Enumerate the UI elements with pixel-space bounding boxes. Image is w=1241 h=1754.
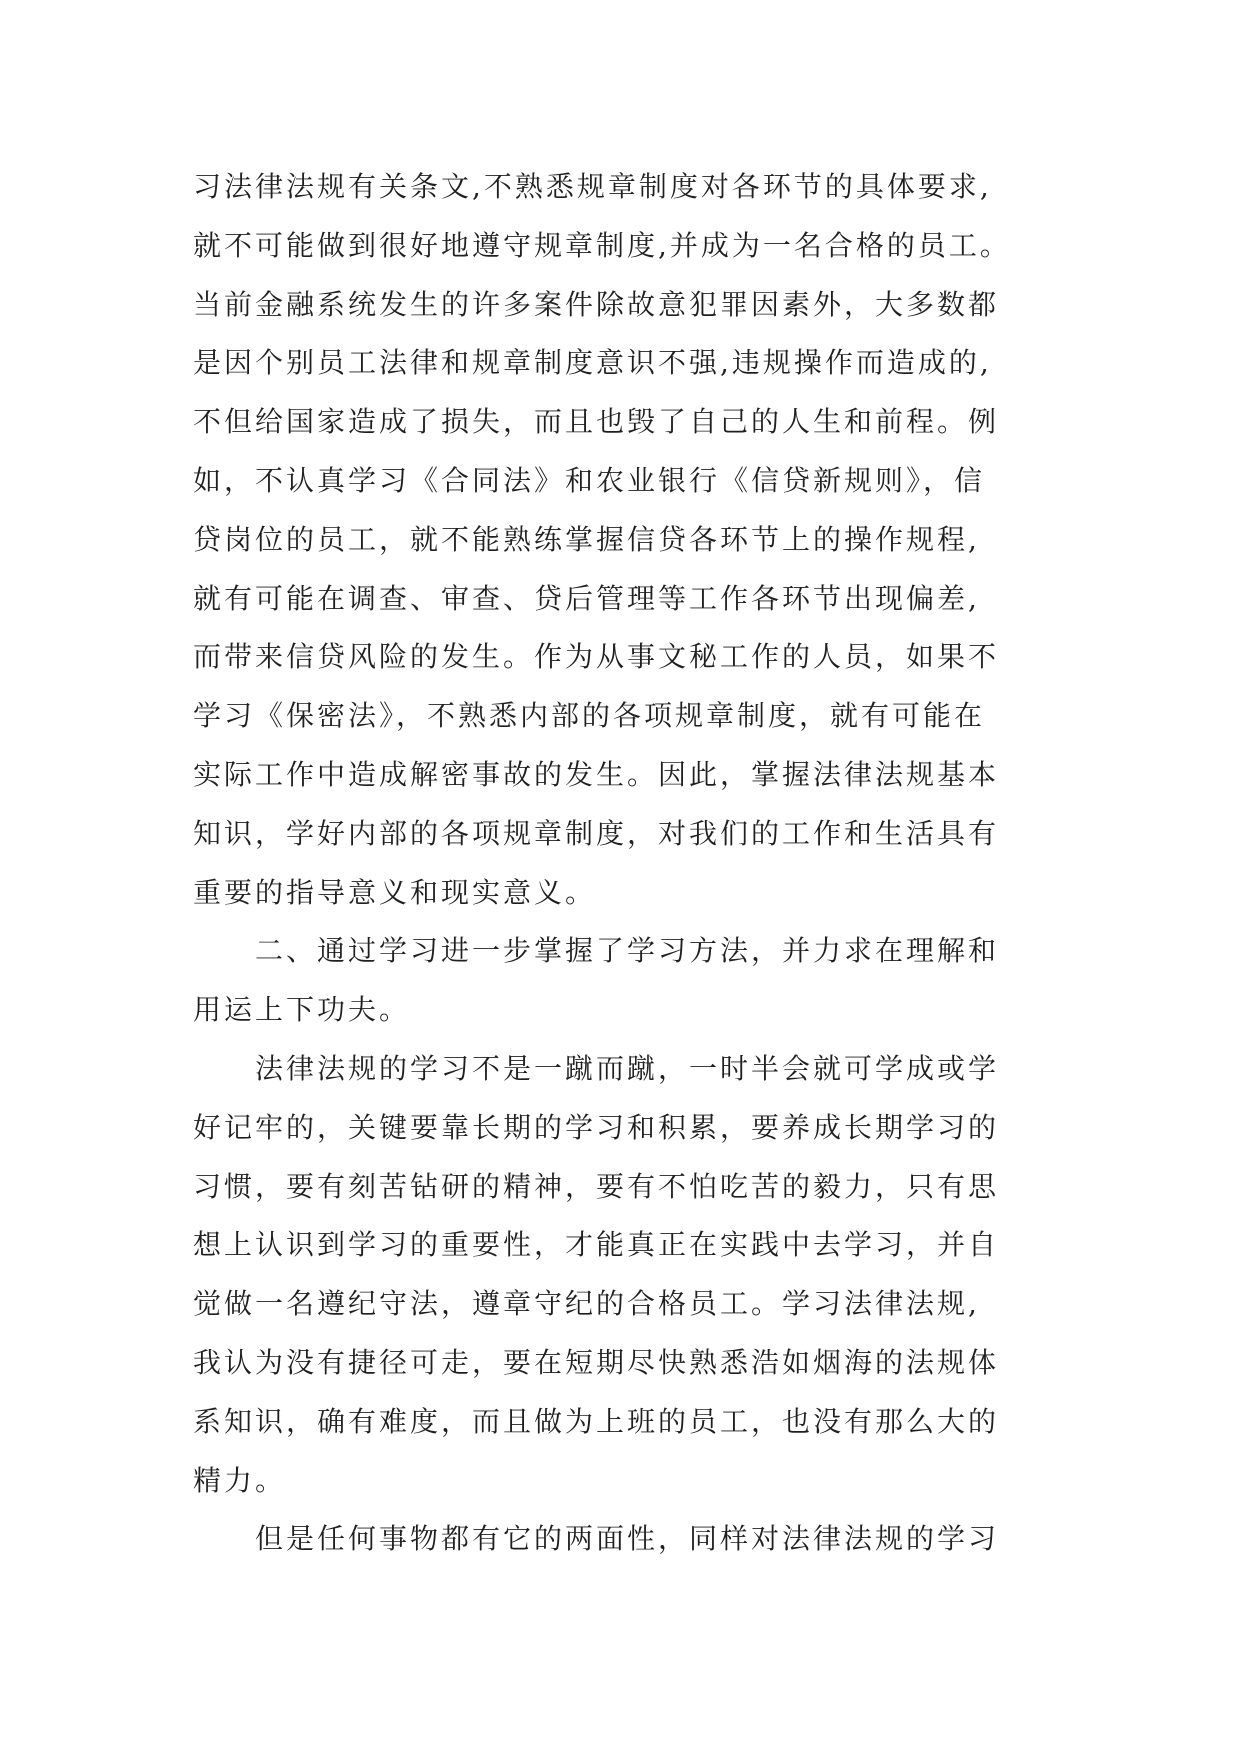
- text-line: 如，不认真学习《合同法》和农业银行《信贷新规则》，信: [193, 463, 986, 497]
- text-line: 学习《保密法》，不熟悉内部的各项规章制度，就有可能在: [193, 699, 986, 733]
- paragraph-start: 但是任何事物都有它的两面性，同样对法律法规的学习: [255, 1522, 1000, 1556]
- text-line: 实际工作中造成解密事故的发生。因此，掌握法律法规基本: [193, 757, 1000, 791]
- text-line: 系知识，确有难度，而且做为上班的员工，也没有那么大的: [193, 1404, 1000, 1438]
- text-line: 精力。: [193, 1463, 287, 1497]
- text-line: 贷岗位的员工，就不能熟练掌握信贷各环节上的操作规程,: [193, 522, 980, 556]
- text-line: 我认为没有捷径可走，要在短期尽快熟悉浩如烟海的法规体: [193, 1345, 1000, 1379]
- text-line: 而带来信贷风险的发生。作为从事文秘工作的人员，如果不: [193, 640, 1000, 674]
- text-line: 用运上下功夫。: [193, 993, 411, 1027]
- text-line: 不但给国家造成了损失，而且也毁了自己的人生和前程。例: [193, 405, 1000, 439]
- text-line: 重要的指导意义和现实意义。: [193, 875, 597, 909]
- text-line: 是因个别员工法律和规章制度意识不强,违规操作而造成的,: [193, 346, 992, 380]
- body-text: [193, 158, 1113, 1569]
- paragraph-start: 法律法规的学习不是一蹴而蹴，一时半会就可学成或学: [255, 1051, 1000, 1085]
- text-line: 好记牢的，关键要靠长期的学习和积累，要养成长期学习的: [193, 1110, 1000, 1144]
- section-heading: 二、通过学习进一步掌握了学习方法，并力求在理解和: [255, 934, 1000, 968]
- text-line: 就不可能做到很好地遵守规章制度,并成为一名合格的员工。: [193, 228, 1011, 262]
- text-line: 就有可能在调查、审查、贷后管理等工作各环节出现偏差,: [193, 581, 980, 615]
- text-line: 习惯，要有刻苦钻研的精神，要有不怕吃苦的毅力，只有思: [193, 1169, 1000, 1203]
- text-line: 觉做一名遵纪守法，遵章守纪的合格员工。学习法律法规,: [193, 1287, 980, 1321]
- text-line: 习法律法规有关条文,不熟悉规章制度对各环节的具体要求,: [193, 170, 992, 203]
- text-line: 知识，学好内部的各项规章制度，对我们的工作和生活具有: [193, 816, 1000, 850]
- text-line: 想上认识到学习的重要性，才能真正在实践中去学习，并自: [193, 1228, 1000, 1262]
- text-line: 当前金融系统发生的许多案件除故意犯罪因素外，大多数都: [193, 287, 1000, 321]
